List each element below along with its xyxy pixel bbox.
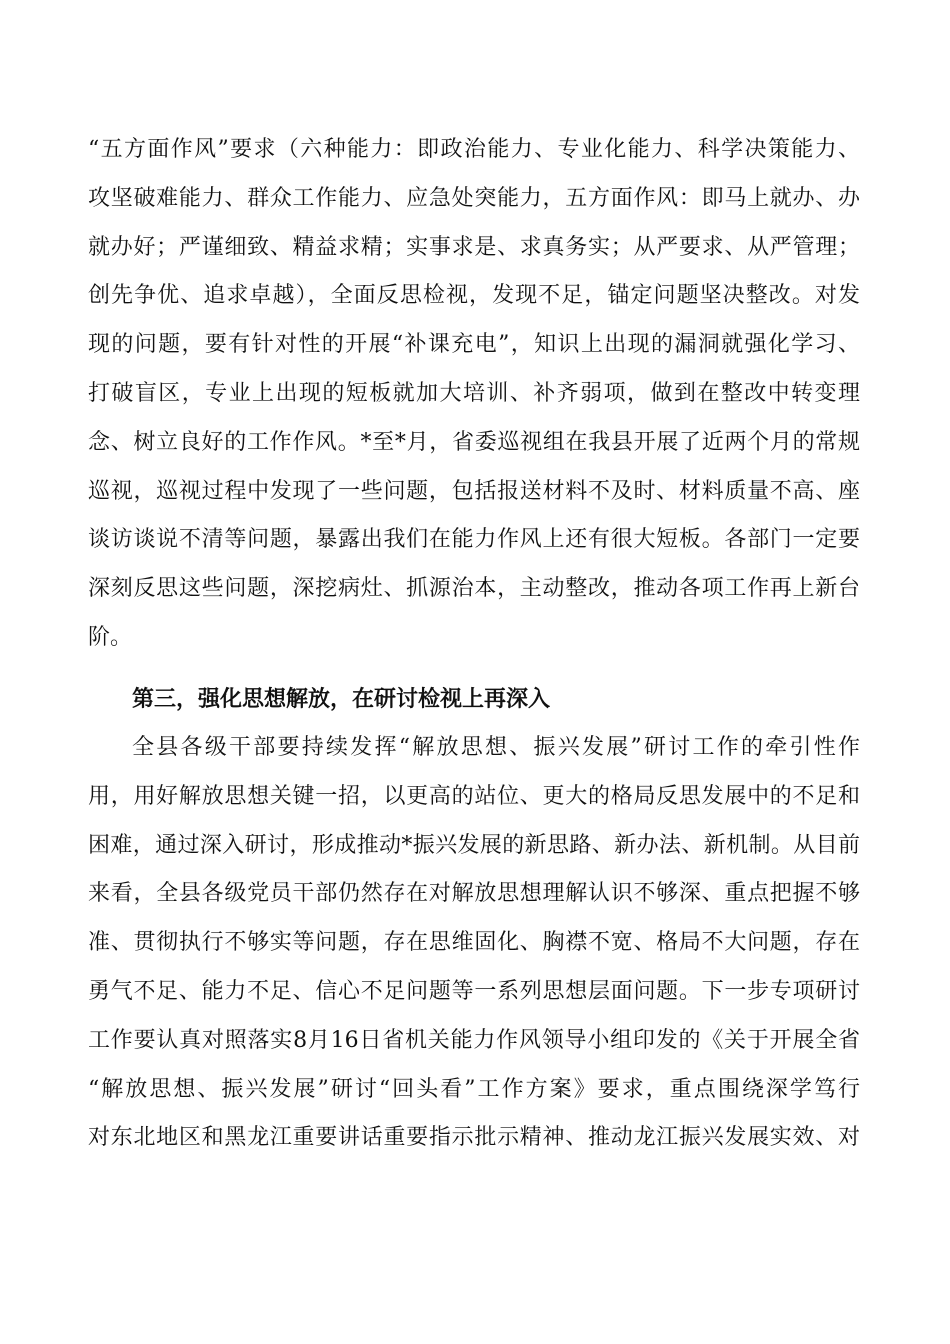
paragraph-line: 准、贯彻执行不够实等问题，存在思维固化、胸襟不宽、格局不大问题，存在 <box>88 930 860 956</box>
paragraph-line: 阶。 <box>88 624 133 650</box>
paragraph-line: 就办好；严谨细致、精益求精；实事求是、求真务实；从严要求、从严管理； <box>88 234 860 260</box>
paragraph-line: “解放思想、振兴发展”研讨“回头看”工作方案》要求，重点围绕深学笃行 <box>88 1076 860 1102</box>
paragraph-line: 攻坚破难能力、群众工作能力、应急处突能力，五方面作风：即马上就办、办 <box>88 185 860 211</box>
paragraph-line: 困难，通过深入研讨，形成推动*振兴发展的新思路、新办法、新机制。从目前 <box>88 832 860 858</box>
paragraph-line: 来看，全县各级党员干部仍然存在对解放思想理解认识不够深、重点把握不够 <box>88 881 860 907</box>
paragraph-line: 深刻反思这些问题，深挖病灶、抓源治本，主动整改，推动各项工作再上新台 <box>88 576 860 602</box>
paragraph-line: 工作要认真对照落实8月16日省机关能力作风领导小组印发的《关于开展全省 <box>88 1027 860 1053</box>
paragraph-line: “五方面作风”要求（六种能力：即政治能力、专业化能力、科学决策能力、 <box>88 137 860 162</box>
body-paragraph-1 <box>88 126 860 663</box>
paragraph-line: 念、树立良好的工作作风。*至*月，省委巡视组在我县开展了近两个月的常规 <box>88 429 860 455</box>
paragraph-line: 现的问题，要有针对性的开展“补课充电”，知识上出现的漏洞就强化学习、 <box>88 332 860 358</box>
paragraph-line: 全县各级干部要持续发挥“解放思想、振兴发展”研讨工作的牵引性作 <box>132 735 860 760</box>
paragraph-line: 打破盲区，专业上出现的短板就加大培训、补齐弱项，做到在整改中转变理 <box>88 380 860 406</box>
paragraph-line: 巡视，巡视过程中发现了一些问题，包括报送材料不及时、材料质量不高、座 <box>88 478 860 504</box>
paragraph-line: 用，用好解放思想关键一招，以更高的站位、更大的格局反思发展中的不足和 <box>88 783 860 809</box>
paragraph-line: 谈访谈说不清等问题，暴露出我们在能力作风上还有很大短板。各部门一定要 <box>88 527 860 553</box>
paragraph-line: 勇气不足、能力不足、信心不足问题等一系列思想层面问题。下一步专项研讨 <box>88 978 860 1004</box>
section-heading: 第三，强化思想解放，在研讨检视上再深入 <box>132 687 551 712</box>
paragraph-line: 对东北地区和黑龙江重要讲话重要指示批示精神、推动龙江振兴发展实效、对 <box>88 1125 860 1151</box>
body-paragraph-2 <box>88 724 860 1163</box>
paragraph-line: 创先争优、追求卓越），全面反思检视，发现不足，锚定问题坚决整改。对发 <box>88 283 860 309</box>
